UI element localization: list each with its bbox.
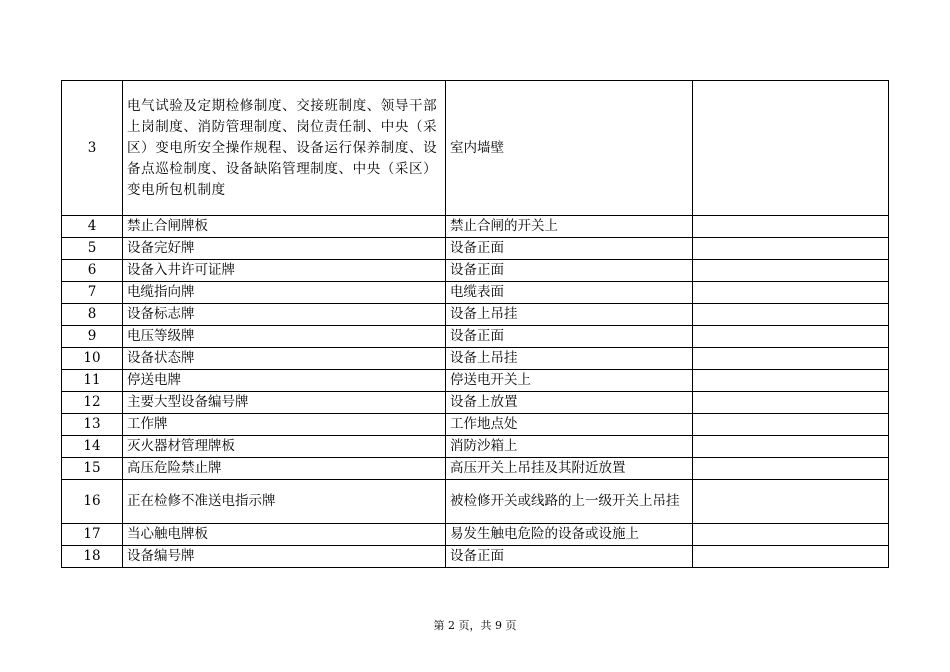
table-row [62, 458, 889, 480]
sign-name: 工作牌 [123, 414, 446, 436]
sign-location: 设备正面 [446, 260, 693, 282]
table-row [62, 304, 889, 326]
row-number: 18 [62, 546, 123, 568]
row-number: 10 [62, 348, 123, 370]
page-footer: 第 2 页，共 9 页 [433, 619, 517, 632]
row-number: 12 [62, 392, 123, 414]
sign-location: 高压开关上吊挂及其附近放置 [446, 458, 693, 480]
sign-location: 设备上吊挂 [446, 348, 693, 370]
sign-name: 设备入井许可证牌 [123, 260, 446, 282]
row-number: 8 [62, 304, 123, 326]
sign-location: 设备正面 [446, 326, 693, 348]
sign-name: 设备状态牌 [123, 348, 446, 370]
row-number: 11 [62, 370, 123, 392]
table-row [62, 260, 889, 282]
table-row [62, 216, 889, 238]
row-number: 3 [62, 81, 123, 216]
sign-location: 电缆表面 [446, 282, 693, 304]
row-number: 17 [62, 524, 123, 546]
sign-location: 工作地点处 [446, 414, 693, 436]
sign-remark [693, 436, 889, 458]
table-row [62, 81, 889, 216]
sign-name: 主要大型设备编号牌 [123, 392, 446, 414]
table-row [62, 436, 889, 458]
sign-table [61, 80, 889, 568]
sign-name: 电缆指向牌 [123, 282, 446, 304]
sign-location: 停送电开关上 [446, 370, 693, 392]
sign-remark [693, 81, 889, 216]
sign-name: 设备编号牌 [123, 546, 446, 568]
sign-name: 停送电牌 [123, 370, 446, 392]
sign-location: 禁止合闸的开关上 [446, 216, 693, 238]
table-row [62, 392, 889, 414]
sign-name: 电气试验及定期检修制度、交接班制度、领导干部上岗制度、消防管理制度、岗位责任制、中央（采区）变电所安全操作规程、设备运行保养制度、设备点巡检制度、设备缺陷管理制度、中央（采区）变电所包机制度 [123, 81, 446, 216]
sign-remark [693, 238, 889, 260]
sign-remark [693, 458, 889, 480]
sign-location: 被检修开关或线路的上一级开关上吊挂 [446, 480, 693, 524]
sign-name: 灭火器材管理牌板 [123, 436, 446, 458]
table-row [62, 414, 889, 436]
row-number: 5 [62, 238, 123, 260]
sign-location: 设备正面 [446, 238, 693, 260]
table-row [62, 480, 889, 524]
table-row [62, 546, 889, 568]
table-row [62, 348, 889, 370]
sign-location: 室内墙壁 [446, 81, 693, 216]
row-number: 7 [62, 282, 123, 304]
sign-remark [693, 260, 889, 282]
table-row [62, 282, 889, 304]
sign-name: 当心触电牌板 [123, 524, 446, 546]
sign-remark [693, 480, 889, 524]
row-number: 4 [62, 216, 123, 238]
sign-location: 消防沙箱上 [446, 436, 693, 458]
sign-remark [693, 216, 889, 238]
row-number: 14 [62, 436, 123, 458]
sign-remark [693, 348, 889, 370]
row-number: 6 [62, 260, 123, 282]
sign-name: 禁止合闸牌板 [123, 216, 446, 238]
table-row [62, 238, 889, 260]
sign-remark [693, 282, 889, 304]
sign-name: 设备标志牌 [123, 304, 446, 326]
sign-remark [693, 304, 889, 326]
sign-remark [693, 326, 889, 348]
table-row [62, 326, 889, 348]
sign-name: 设备完好牌 [123, 238, 446, 260]
sign-remark [693, 524, 889, 546]
sign-location: 易发生触电危险的设备或设施上 [446, 524, 693, 546]
row-number: 13 [62, 414, 123, 436]
sign-location: 设备上放置 [446, 392, 693, 414]
row-number: 15 [62, 458, 123, 480]
row-number: 16 [62, 480, 123, 524]
sign-remark [693, 414, 889, 436]
sign-location: 设备正面 [446, 546, 693, 568]
sign-remark [693, 392, 889, 414]
sign-remark [693, 370, 889, 392]
sign-location: 设备上吊挂 [446, 304, 693, 326]
table-row [62, 524, 889, 546]
sign-name: 高压危险禁止牌 [123, 458, 446, 480]
sign-remark [693, 546, 889, 568]
sign-name: 正在检修不准送电指示牌 [123, 480, 446, 524]
sign-name: 电压等级牌 [123, 326, 446, 348]
table-row [62, 370, 889, 392]
row-number: 9 [62, 326, 123, 348]
